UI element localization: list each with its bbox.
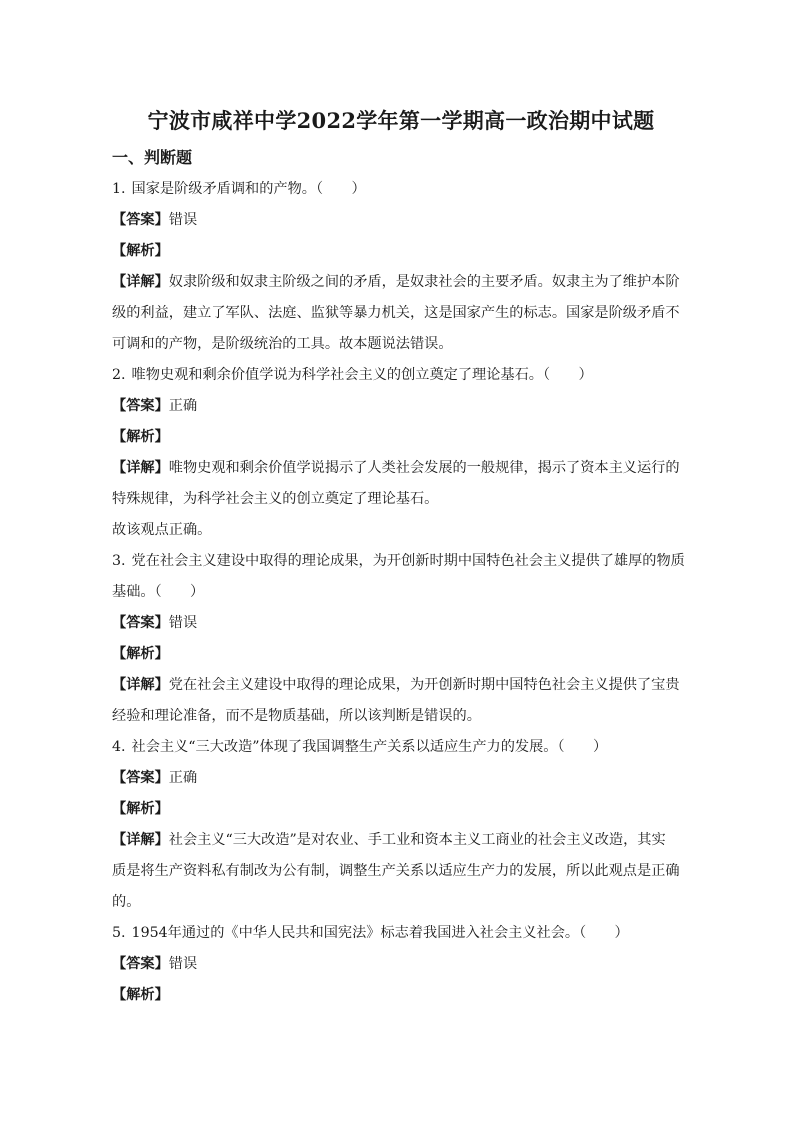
analysis-row (112, 794, 690, 825)
question-text: 国家是阶级矛盾调和的产物。（ ） (131, 181, 366, 197)
detail-line: 的。 (112, 894, 141, 910)
detail-line: 级的利益，建立了军队、法庭、监狱等暴力机关，这是国家产生的标志。国家是阶级矛盾不 (112, 305, 680, 321)
detail-label: 【详解】 (112, 677, 169, 693)
analysis-row (112, 236, 690, 267)
detail-line: 可调和的产物，是阶级统治的工具。故本题说法错误。 (112, 336, 453, 352)
answer-label: 【答案】 (112, 212, 169, 228)
question-1 (112, 174, 690, 205)
question-text-cont: 基础。（ ） (112, 584, 205, 600)
answer-value: 正确 (168, 398, 198, 414)
section-heading: 一、判断题 (112, 148, 193, 167)
answer-row (112, 608, 690, 639)
answer-label: 【答案】 (112, 615, 169, 631)
question-4 (112, 732, 690, 763)
analysis-row (112, 639, 690, 670)
detail-line (112, 825, 690, 856)
question-3 (112, 546, 690, 577)
detail-text: 唯物史观和剩余价值学说揭示了人类社会发展的一般规律，揭示了资本主义运行的 (168, 460, 680, 476)
answer-value: 正确 (168, 770, 198, 786)
analysis-row (112, 422, 690, 453)
detail-text: 社会主义“三大改造”是对农业、手工业和资本主义工商业的社会主义改造，其实 (168, 832, 666, 848)
answer-value: 错误 (168, 956, 198, 972)
analysis-label: 【解析】 (112, 987, 169, 1003)
question-5 (112, 918, 690, 949)
question-text: 党在社会主义建设中取得的理论成果，为开创新时期中国特色社会主义提供了雄厚的物质 (131, 553, 685, 569)
analysis-label: 【解析】 (112, 429, 169, 445)
question-text: 1954年通过的《中华人民共和国宪法》标志着我国进入社会主义社会。（ ） (131, 925, 629, 941)
detail-label: 【详解】 (112, 460, 169, 476)
analysis-label: 【解析】 (112, 646, 169, 662)
question-number: 1. (112, 181, 126, 197)
answer-row (112, 763, 690, 794)
answer-row (112, 205, 690, 236)
detail-line: 特殊规律，为科学社会主义的创立奠定了理论基石。 (112, 491, 439, 507)
answer-value: 错误 (168, 212, 198, 228)
detail-line: 经验和理论准备，而不是物质基础，所以该判断是错误的。 (112, 708, 481, 724)
detail-line (112, 670, 690, 701)
detail-label: 【详解】 (112, 832, 169, 848)
answer-value: 错误 (168, 615, 198, 631)
answer-label: 【答案】 (112, 398, 169, 414)
answer-label: 【答案】 (112, 770, 169, 786)
detail-text: 奴隶阶级和奴隶主阶级之间的矛盾，是奴隶社会的主要矛盾。奴隶主为了维护本阶 (168, 274, 680, 290)
detail-line (112, 267, 690, 298)
answer-row (112, 949, 690, 980)
question-number: 2. (112, 367, 126, 383)
question-number: 4. (112, 739, 126, 755)
detail-label: 【详解】 (112, 274, 169, 290)
question-text: 唯物史观和剩余价值学说为科学社会主义的创立奠定了理论基石。（ ） (131, 367, 593, 383)
answer-row (112, 391, 690, 422)
question-number: 5. (112, 925, 126, 941)
detail-line (112, 453, 690, 484)
detail-line: 故该观点正确。 (112, 522, 212, 538)
analysis-row (112, 980, 690, 1011)
question-number: 3. (112, 553, 126, 569)
detail-text: 党在社会主义建设中取得的理论成果，为开创新时期中国特色社会主义提供了宝贵 (168, 677, 680, 693)
answer-label: 【答案】 (112, 956, 169, 972)
question-2 (112, 360, 690, 391)
question-text: 社会主义“三大改造”体现了我国调整生产关系以适应生产力的发展。（ ） (131, 739, 608, 755)
page-title: 宁波市咸祥中学2022学年第一学期高一政治期中试题 (147, 108, 655, 133)
analysis-label: 【解析】 (112, 243, 169, 259)
analysis-label: 【解析】 (112, 801, 169, 817)
detail-line: 质是将生产资料私有制改为公有制，调整生产关系以适应生产力的发展，所以此观点是正确 (112, 863, 680, 879)
